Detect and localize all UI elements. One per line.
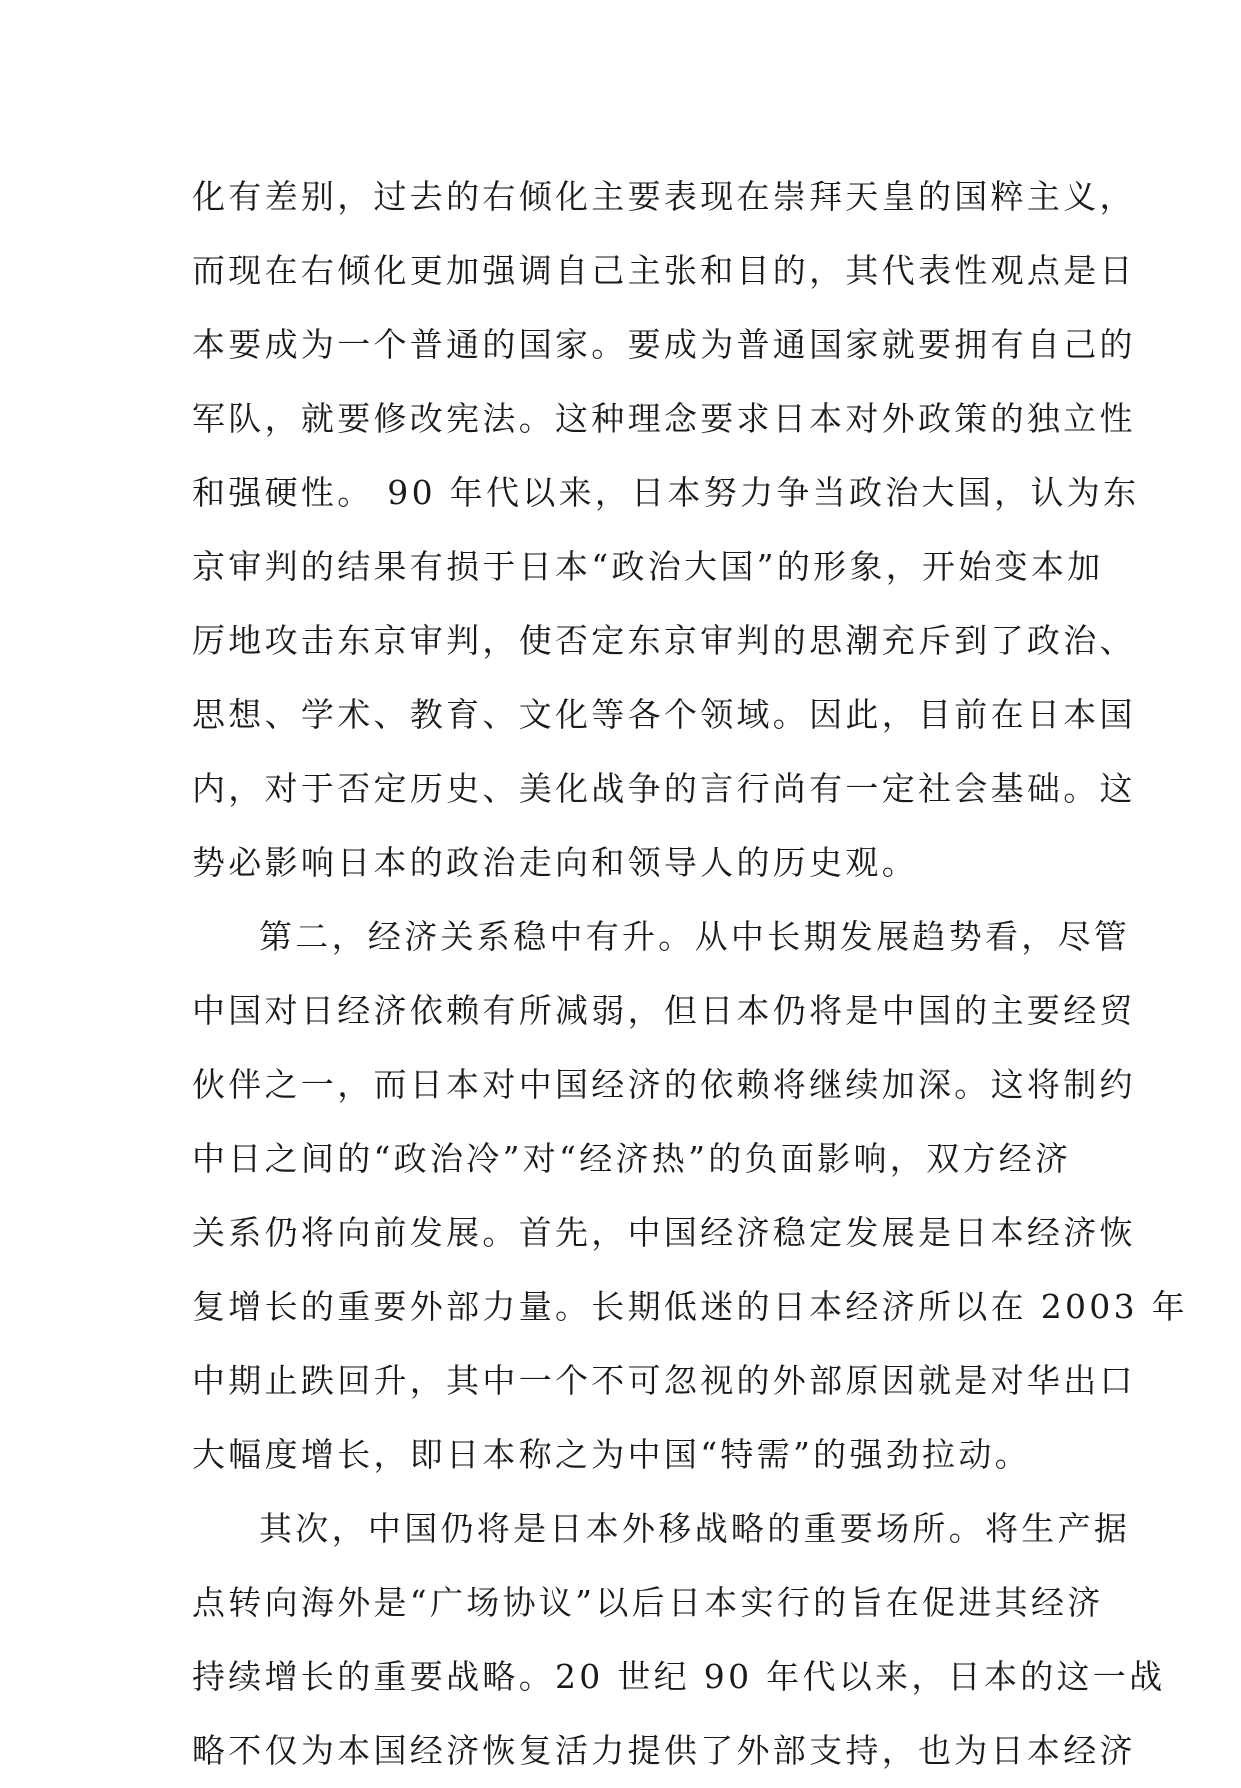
text-line: 内，对于否定历史、美化战争的言行尚有一定社会基础。这 (192, 769, 1136, 808)
text-line: 持续增长的重要战略。20 世纪 90 年代以来，日本的这一战 (192, 1657, 1166, 1696)
text-line: 伙伴之一，而日本对中国经济的依赖将继续加深。这将制约 (192, 1065, 1136, 1104)
text-line: 本要成为一个普通的国家。要成为普通国家就要拥有自己的 (192, 325, 1136, 364)
text-line: 而现在右倾化更加强调自己主张和目的，其代表性观点是日 (192, 251, 1136, 290)
text-line: 化有差别，过去的右倾化主要表现在崇拜天皇的国粹主义， (192, 177, 1136, 216)
text-line: 中国对日经济依赖有所减弱，但日本仍将是中国的主要经贸 (192, 991, 1136, 1030)
paragraph-first-line: 第二，经济关系稳中有升。从中长期发展趋势看，尽管 (259, 917, 1131, 956)
text-line: 思想、学术、教育、文化等各个领域。因此，目前在日本国 (192, 695, 1136, 734)
text-line: 关系仍将向前发展。首先，中国经济稳定发展是日本经济恢 (192, 1213, 1136, 1252)
text-line: 复增长的重要外部力量。长期低迷的日本经济所以在 2003 年 (192, 1287, 1188, 1326)
text-line: 势必影响日本的政治走向和领导人的历史观。 (192, 843, 918, 882)
text-line: 大幅度增长，即日本称之为中国“特需”的强劲拉动。 (192, 1435, 1031, 1474)
text-line: 京审判的结果有损于日本“政治大国”的形象，开始变本加 (192, 547, 1104, 586)
text-line: 军队，就要修改宪法。这种理念要求日本对外政策的独立性 (192, 399, 1136, 438)
body-text (192, 160, 1188, 1788)
text-line: 和强硬性。 90 年代以来，日本努力争当政治大国，认为东 (192, 473, 1140, 512)
text-line: 略不仅为本国经济恢复活力提供了外部支持，也为日本经济 (192, 1731, 1136, 1770)
text-line: 点转向海外是“广场协议”以后日本实行的旨在促进其经济 (192, 1583, 1104, 1622)
text-line: 中日之间的“政治冷”对“经济热”的负面影响，双方经济 (192, 1139, 1072, 1178)
text-line: 厉地攻击东京审判，使否定东京审判的思潮充斥到了政治、 (192, 621, 1136, 660)
paragraph-first-line: 其次，中国仍将是日本外移战略的重要场所。将生产据 (259, 1509, 1131, 1548)
text-line: 中期止跌回升，其中一个不可忽视的外部原因就是对华出口 (192, 1361, 1136, 1400)
